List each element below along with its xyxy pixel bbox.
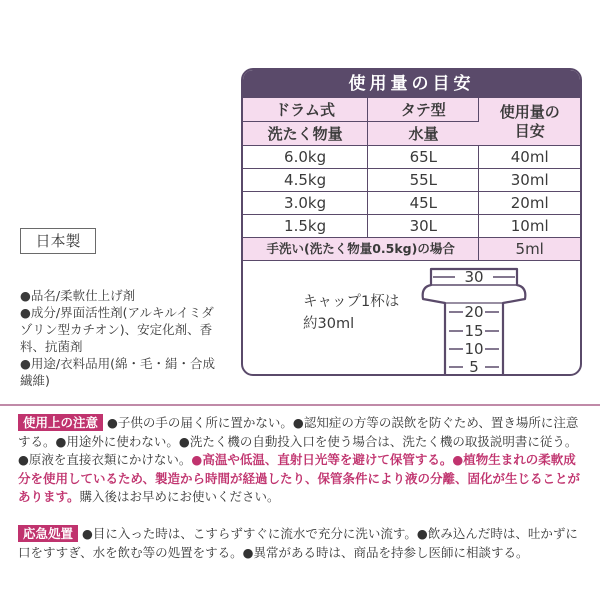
amount-cell: 20ml [479, 192, 580, 215]
handwash-amount: 5ml [479, 238, 580, 261]
cap-caption-line1: キャップ1杯は [303, 294, 400, 310]
amount-cell: 40ml [479, 146, 580, 169]
water-cell: 30L [368, 215, 479, 238]
table-row [243, 215, 580, 238]
handwash-label: 手洗い(洗たく物量0.5kg)の場合 [243, 238, 479, 261]
caution-section [18, 414, 586, 507]
measuring-cap-icon [419, 267, 529, 376]
dosage-title: 使用量の目安 [243, 70, 580, 98]
cap-mark-20: 20 [464, 303, 484, 321]
load-cell: 1.5kg [243, 215, 368, 238]
made-in-label: 日本製 [20, 228, 96, 254]
dosage-table [243, 98, 580, 261]
cap-mark-15: 15 [464, 322, 484, 340]
table-row [243, 169, 580, 192]
product-usage: ●用途/衣料品用(綿・毛・絹・合成繊維) [20, 356, 215, 388]
product-info [20, 287, 220, 389]
cap-caption [303, 291, 399, 335]
first-aid-section [18, 525, 586, 562]
table-row [243, 146, 580, 169]
handwash-row [243, 238, 580, 261]
cap-caption-line2: 約30ml [303, 316, 355, 332]
first-aid-text: ●目に入った時は、こすらずすぐに流水で充分に洗い流す。●飲み込んだ時は、吐かずに口をすすぎ、水を飲む等の処置をする。●異常がある時は、商品を持参し医師に相談する。 [18, 526, 578, 560]
header-drum: ドラム式 [243, 98, 368, 122]
cap-mark-10: 10 [464, 340, 484, 358]
load-cell: 4.5kg [243, 169, 368, 192]
caution-text-a: ●子供の手の届く所に置かない。●認知症の方等の誤飲を防ぐため、置き場所に注意する。●用途外に使わない。●洗たく機の自動投入口を使う場合は、洗たく機の取扱説明書に従う。●原液を直接衣類にかけない。 [18, 415, 579, 467]
caution-label: 使用上の注意 [18, 414, 103, 431]
header-load: 洗たく物量 [243, 122, 368, 146]
load-cell: 3.0kg [243, 192, 368, 215]
dosage-guide [241, 68, 582, 376]
water-cell: 45L [368, 192, 479, 215]
header-vertical: タテ型 [368, 98, 479, 122]
product-ingredients: ●成分/界面活性剤(アルキルイミダゾリン型カチオン)、安定化剤、香料、抗菌剤 [20, 305, 214, 354]
load-cell: 6.0kg [243, 146, 368, 169]
first-aid-label: 応急処置 [18, 525, 78, 542]
section-divider [0, 404, 600, 406]
header-water: 水量 [368, 122, 479, 146]
cap-mark-5: 5 [469, 358, 479, 376]
amount-cell: 10ml [479, 215, 580, 238]
cap-area [243, 261, 580, 376]
header-usage-text: 使用量の 目安 [499, 102, 560, 140]
caution-text-c: 購入後はお早めにお使いください。 [79, 489, 280, 504]
product-name: ●品名/柔軟仕上げ剤 [20, 288, 136, 303]
water-cell: 65L [368, 146, 479, 169]
header-usage [479, 98, 580, 146]
table-row [243, 192, 580, 215]
amount-cell: 30ml [479, 169, 580, 192]
water-cell: 55L [368, 169, 479, 192]
cap-mark-30: 30 [464, 268, 484, 286]
caution-text-b: ●高温や低温、直射日光等を避けて保管する。●植物生まれの柔軟成分を使用しているため、製造から時間が経過したり、保管条件により液の分離、固化が生じることがあります。 [18, 452, 581, 504]
